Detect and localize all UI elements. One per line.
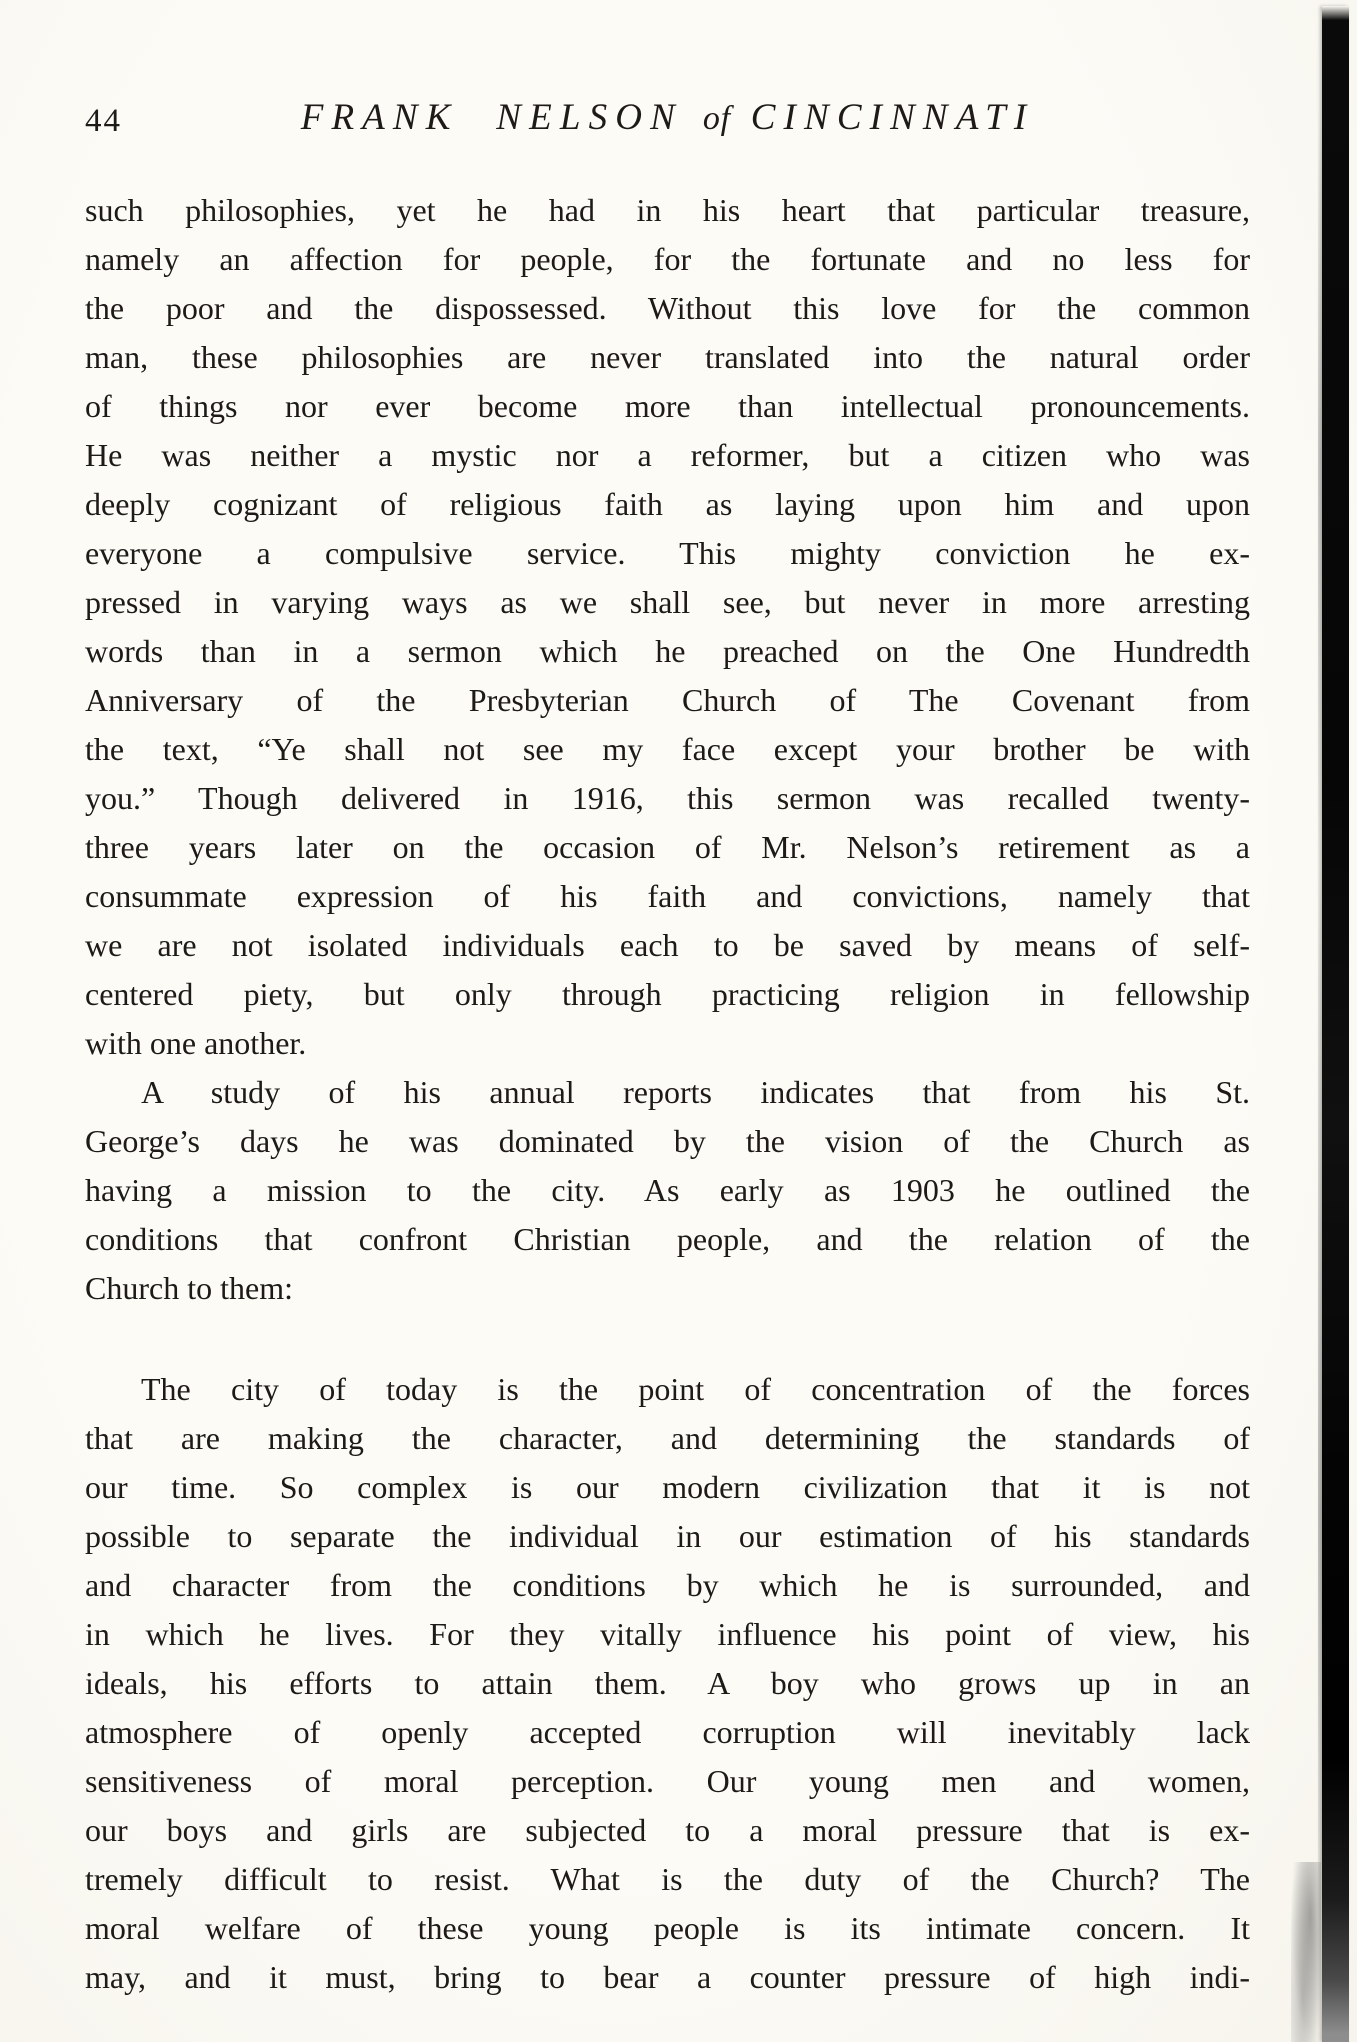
text-line: The city of today is the point of concentration of the forces xyxy=(141,1371,1250,1407)
text-line: and character from the conditions by which he is surrounded, and xyxy=(85,1567,1250,1603)
text-line: in which he lives. For they vitally influence his point of view, his xyxy=(85,1616,1250,1652)
text-line: George’s days he was dominated by the vision of the Church as xyxy=(85,1123,1250,1159)
text-line: words than in a sermon which he preached on the One Hundredth xyxy=(85,633,1250,669)
text-line: deeply cognizant of religious faith as laying upon him and upon xyxy=(85,486,1250,522)
paragraph-continued xyxy=(85,186,1250,1068)
page-header xyxy=(85,96,1250,148)
text-line: you.” Though delivered in 1916, this sermon was recalled twenty- xyxy=(85,780,1250,816)
scan-gutter-shadow xyxy=(1322,6,1349,2042)
text-line: A study of his annual reports indicates that from his St. xyxy=(141,1074,1250,1110)
running-title-place: CINCINNATI xyxy=(750,97,1035,138)
text-line: with one another. xyxy=(85,1025,307,1061)
text-line: our time. So complex is our modern civilization that it is not xyxy=(85,1469,1250,1505)
text-line: tremely difficult to resist. What is the duty of the Church? The xyxy=(85,1861,1250,1897)
text-line: that are making the character, and determining the standards of xyxy=(85,1420,1250,1456)
text-line: such philosophies, yet he had in his heart that particular treasure, xyxy=(85,192,1250,228)
text-line: conditions that confront Christian people, and the relation of the xyxy=(85,1221,1250,1257)
scan-smudge xyxy=(1291,1862,1321,2042)
text-line: ideals, his efforts to attain them. A boy who grows up in an xyxy=(85,1665,1250,1701)
text-line: we are not isolated individuals each to be saved by means of self- xyxy=(85,927,1250,963)
page-number: 44 xyxy=(85,103,122,139)
text-line: Church to them: xyxy=(85,1270,293,1306)
text-line: centered piety, but only through practicing religion in fellowship xyxy=(85,976,1250,1012)
text-line: namely an affection for people, for the fortunate and no less for xyxy=(85,241,1250,277)
text-line: everyone a compulsive service. This mighty conviction he ex- xyxy=(85,535,1250,571)
text-line: man, these philosophies are never translated into the natural order xyxy=(85,339,1250,375)
text-line: consummate expression of his faith and convictions, namely that xyxy=(85,878,1250,914)
text-line: pressed in varying ways as we shall see, but never in more arresting xyxy=(85,584,1250,620)
text-line: sensitiveness of moral perception. Our young men and women, xyxy=(85,1763,1250,1799)
text-line: our boys and girls are subjected to a moral pressure that is ex- xyxy=(85,1812,1250,1848)
text-line: the text, “Ye shall not see my face except your brother be with xyxy=(85,731,1250,767)
text-line: Anniversary of the Presbyterian Church of The Covenant from xyxy=(85,682,1250,718)
paragraph-study-reports xyxy=(85,1068,1250,1313)
text-line: possible to separate the individual in our estimation of his standards xyxy=(85,1518,1250,1554)
text-line: moral welfare of these young people is its intimate concern. It xyxy=(85,1910,1250,1946)
text-line: He was neither a mystic nor a reformer, but a citizen who was xyxy=(85,437,1250,473)
quote-paragraph-city-of-today xyxy=(85,1365,1250,2002)
text-line: the poor and the dispossessed. Without this love for the common xyxy=(85,290,1250,326)
text-line: may, and it must, bring to bear a counter pressure of high indi- xyxy=(85,1959,1250,1995)
running-title xyxy=(85,96,1250,139)
running-title-name: FRANK NELSON xyxy=(300,97,683,138)
page-body xyxy=(85,186,1250,2002)
text-line: atmosphere of openly accepted corruption will inevitably lack xyxy=(85,1714,1250,1750)
text-line: three years later on the occasion of Mr. Nelson’s retirement as a xyxy=(85,829,1250,865)
text-line: having a mission to the city. As early as 1903 he outlined the xyxy=(85,1172,1250,1208)
running-title-connector: of xyxy=(702,100,731,137)
text-line: of things nor ever become more than intellectual pronouncements. xyxy=(85,388,1250,424)
